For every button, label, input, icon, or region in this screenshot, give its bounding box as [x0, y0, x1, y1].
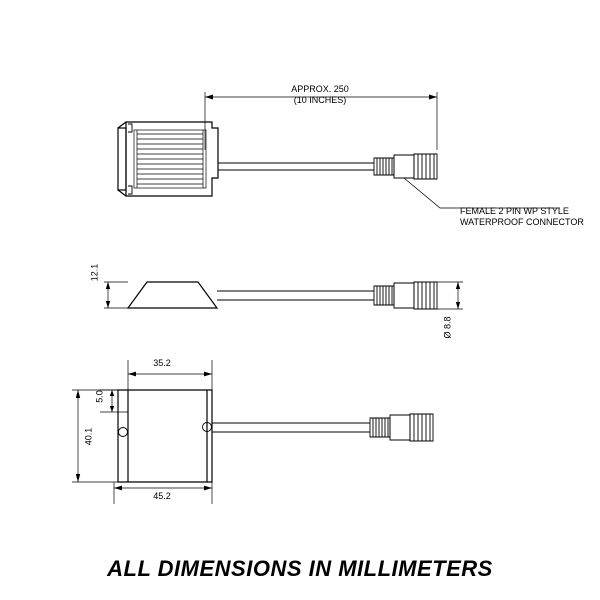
side-view-cable: [217, 291, 374, 300]
inner-width-label: 35.2: [153, 358, 171, 368]
cable-diameter-dimension: [437, 282, 463, 309]
bottom-view-connector: [370, 414, 433, 441]
cable-diameter-label: Ø 8.8: [442, 316, 453, 339]
bottom-view-group: [72, 360, 433, 504]
bottom-view-mounting-holes: [119, 423, 212, 437]
overall-height-label: 40.1: [83, 427, 94, 446]
cable-length-label-line2: (10 INCHES): [293, 95, 347, 105]
connector-leader-line: [404, 178, 560, 208]
bottom-view-body: [118, 390, 212, 482]
top-view-connector: [374, 154, 437, 179]
top-view-group: [118, 92, 560, 208]
side-view-connector: [374, 282, 437, 309]
side-view-body: [128, 282, 217, 308]
footer-note: ALL DIMENSIONS IN MILLIMETERS: [107, 556, 493, 581]
connector-callout-line2: WATERPROOF CONNECTOR: [460, 217, 584, 227]
bottom-view-cable: [212, 423, 370, 432]
side-view-group: [104, 282, 463, 309]
height-dimension-label: 12.1: [89, 263, 100, 282]
cable-length-label-line1: APPROX. 250: [291, 84, 349, 94]
height-dimension: [104, 282, 128, 308]
top-view-fins: [134, 130, 206, 188]
top-view-tabs: [128, 124, 132, 194]
overall-width-label: 45.2: [153, 491, 171, 501]
connector-callout-line1: FEMALE 2 PIN WP STYLE: [460, 206, 569, 216]
top-view-cable: [218, 163, 374, 170]
hole-offset-label: 5.0: [94, 390, 105, 403]
